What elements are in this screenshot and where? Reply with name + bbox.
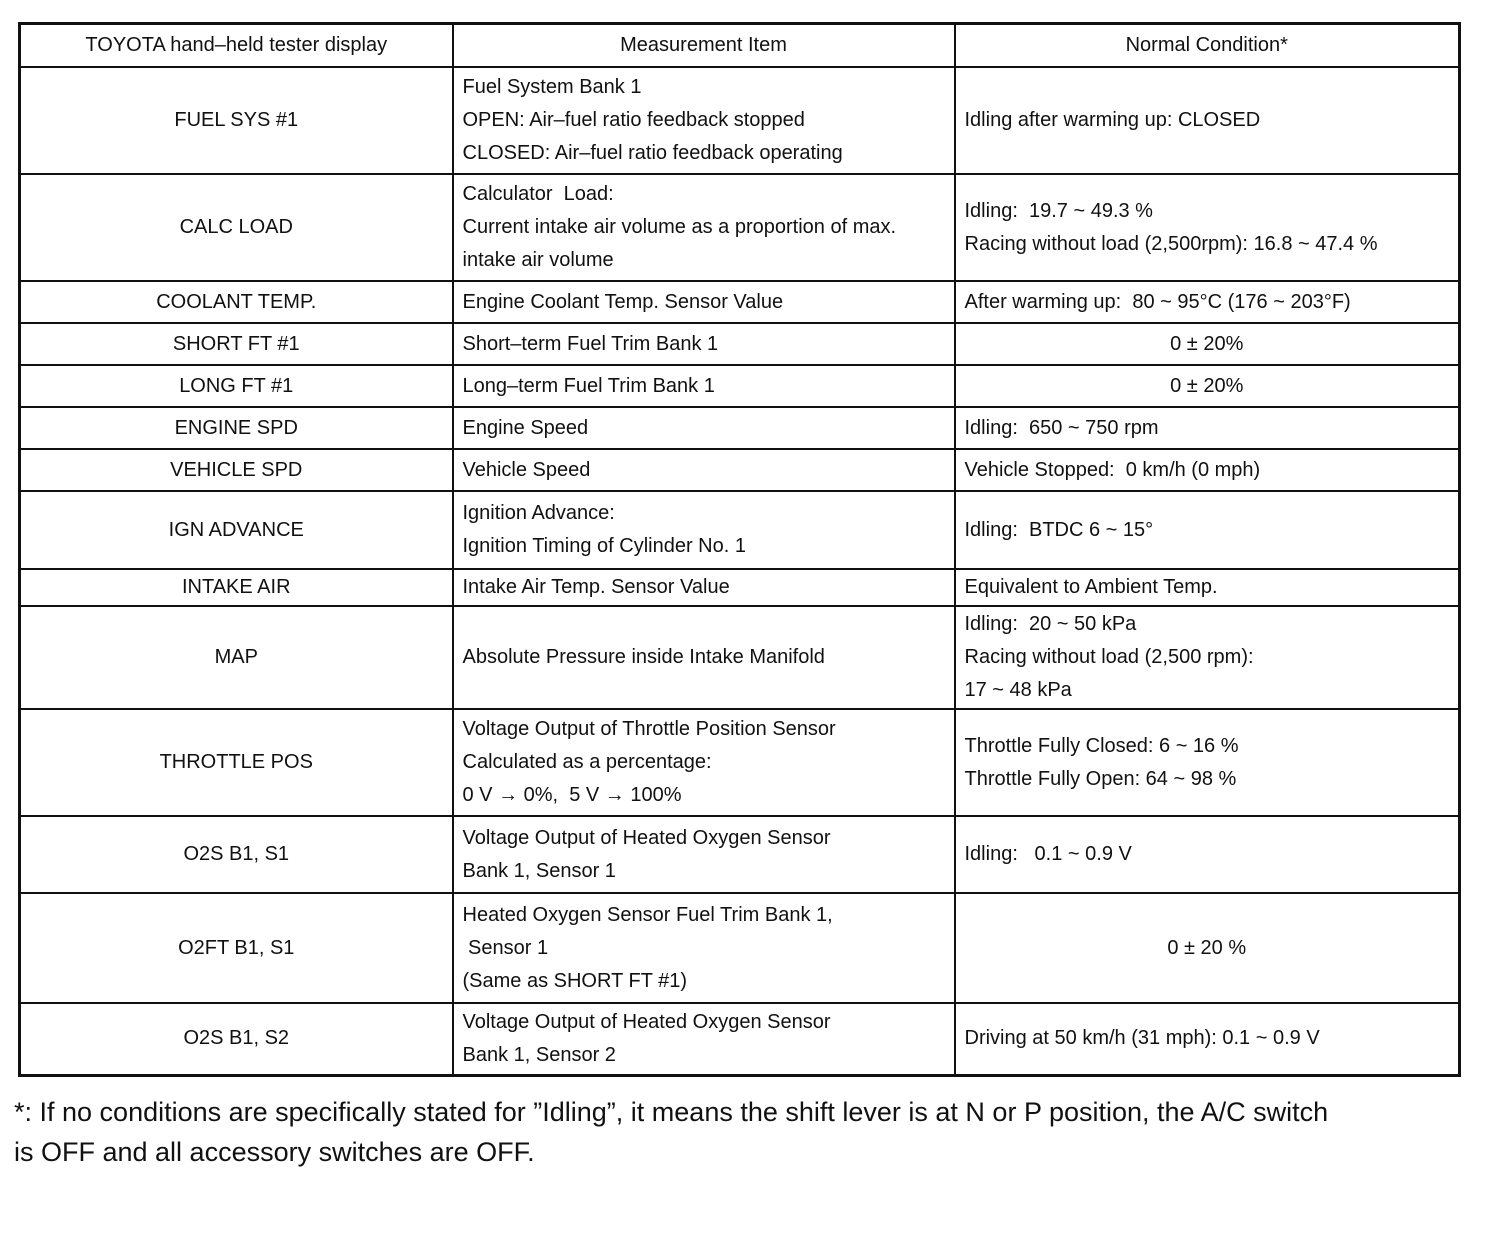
measurement-item-line: Ignition Timing of Cylinder No. 1 — [462, 535, 746, 557]
normal-condition-cell — [955, 67, 1460, 174]
normal-condition-cell — [955, 407, 1460, 449]
tester-display-cell: SHORT FT #1 — [20, 323, 453, 365]
measurement-item-line: (Same as SHORT FT #1) — [462, 969, 688, 992]
table-row — [20, 569, 1460, 606]
measurement-item-line: intake air volume — [462, 249, 614, 271]
table-row — [20, 281, 1460, 323]
normal-condition-line: 17 ~ 48 kPa — [964, 679, 1072, 701]
measurement-item-line: Intake Air Temp. Sensor Value — [462, 576, 730, 598]
measurement-item-cell — [453, 67, 955, 174]
normal-condition-line: Idling: 0.1 ~ 0.9 V — [964, 843, 1132, 865]
normal-condition-cell — [955, 816, 1460, 893]
normal-condition-line: Throttle Fully Open: 64 ~ 98 % — [964, 767, 1237, 790]
table-row — [20, 174, 1460, 281]
table-row — [20, 323, 1460, 365]
normal-condition-cell — [955, 449, 1460, 491]
measurement-item-cell — [453, 606, 955, 709]
tester-display-cell: IGN ADVANCE — [20, 491, 453, 569]
table-row — [20, 365, 1460, 407]
measurement-item-line: CLOSED: Air–fuel ratio feedback operating — [462, 142, 843, 164]
tester-display-cell: O2S B1, S2 — [20, 1003, 453, 1075]
measurement-item-cell — [453, 281, 955, 323]
header-tester-display: TOYOTA hand–held tester display — [20, 24, 453, 68]
normal-condition-cell — [955, 709, 1460, 816]
normal-condition-cell — [955, 174, 1460, 281]
measurement-item-line: Engine Speed — [462, 416, 589, 439]
footnote-line-2: is OFF and all accessory switches are OFF. — [14, 1137, 535, 1167]
diagnostic-data-table — [18, 22, 1461, 1077]
measurement-item-line: Voltage Output of Heated Oxygen Sensor — [462, 826, 831, 849]
measurement-item-line: Short–term Fuel Trim Bank 1 — [462, 332, 719, 355]
measurement-item-cell — [453, 407, 955, 449]
table-row — [20, 491, 1460, 569]
tester-display-cell: INTAKE AIR — [20, 569, 453, 606]
tester-display-cell: FUEL SYS #1 — [20, 67, 453, 174]
normal-condition-line: Equivalent to Ambient Temp. — [964, 576, 1218, 598]
table-row — [20, 893, 1460, 1003]
normal-condition-cell — [955, 606, 1460, 709]
normal-condition-line: Racing without load (2,500 rpm): — [964, 646, 1254, 668]
footnote-line-1: *: If no conditions are specifically stated for ”Idling”, it means the shift lever is at N or P position, the A/C switch — [14, 1097, 1329, 1127]
normal-condition-line: 0 ± 20% — [1170, 332, 1244, 355]
measurement-item-line: Ignition Advance: — [462, 502, 615, 524]
tester-display-cell: LONG FT #1 — [20, 365, 453, 407]
normal-condition-line: 0 ± 20 % — [1167, 936, 1247, 959]
measurement-item-line: Fuel System Bank 1 — [462, 76, 642, 98]
measurement-item-line: Bank 1, Sensor 1 — [462, 859, 616, 882]
tester-display-cell: CALC LOAD — [20, 174, 453, 281]
measurement-item-cell — [453, 816, 955, 893]
measurement-item-cell — [453, 491, 955, 569]
table-row — [20, 1003, 1460, 1075]
measurement-item-line: Heated Oxygen Sensor Fuel Trim Bank 1, — [462, 903, 833, 926]
normal-condition-cell — [955, 1003, 1460, 1075]
tester-display-cell: ENGINE SPD — [20, 407, 453, 449]
normal-condition-cell — [955, 491, 1460, 569]
footnote — [14, 1092, 1494, 1172]
measurement-item-cell — [453, 174, 955, 281]
tester-display-cell: O2S B1, S1 — [20, 816, 453, 893]
table-row — [20, 606, 1460, 709]
table-body — [20, 67, 1460, 1075]
measurement-item-line: Long–term Fuel Trim Bank 1 — [462, 374, 715, 397]
table-row — [20, 816, 1460, 893]
measurement-item-line: Calculated as a percentage: — [462, 751, 712, 773]
table-row — [20, 449, 1460, 491]
measurement-item-line: Engine Coolant Temp. Sensor Value — [462, 290, 784, 313]
measurement-item-cell — [453, 323, 955, 365]
normal-condition-cell — [955, 365, 1460, 407]
measurement-item-cell — [453, 1003, 955, 1075]
measurement-item-cell — [453, 365, 955, 407]
tester-display-cell: COOLANT TEMP. — [20, 281, 453, 323]
tester-display-cell: MAP — [20, 606, 453, 709]
normal-condition-line: Throttle Fully Closed: 6 ~ 16 % — [964, 734, 1239, 757]
table-row — [20, 407, 1460, 449]
measurement-item-line: Calculator Load: — [462, 183, 614, 205]
measurement-item-cell — [453, 449, 955, 491]
measurement-item-line: Current intake air volume as a proportion of max. — [462, 216, 897, 238]
tester-display-cell: VEHICLE SPD — [20, 449, 453, 491]
measurement-item-cell — [453, 709, 955, 816]
measurement-item-cell — [453, 569, 955, 606]
measurement-item-cell — [453, 893, 955, 1003]
table-row — [20, 709, 1460, 816]
normal-condition-line: After warming up: 80 ~ 95°C (176 ~ 203°F) — [964, 290, 1351, 313]
normal-condition-cell — [955, 323, 1460, 365]
normal-condition-line: Vehicle Stopped: 0 km/h (0 mph) — [964, 458, 1261, 481]
normal-condition-line: Idling after warming up: CLOSED — [964, 109, 1261, 131]
table-row — [20, 67, 1460, 174]
measurement-item-line: Voltage Output of Throttle Position Sensor — [462, 718, 836, 740]
normal-condition-line: 0 ± 20% — [1170, 374, 1244, 397]
normal-condition-line: Driving at 50 km/h (31 mph): 0.1 ~ 0.9 V — [964, 1027, 1320, 1050]
normal-condition-line: Idling: 20 ~ 50 kPa — [964, 613, 1137, 635]
normal-condition-cell — [955, 893, 1460, 1003]
normal-condition-cell — [955, 281, 1460, 323]
measurement-item-line: 0 V → 0%, 5 V → 100% — [462, 784, 682, 806]
measurement-item-line: Sensor 1 — [462, 936, 549, 959]
normal-condition-line: Racing without load (2,500rpm): 16.8 ~ 47.4 % — [964, 232, 1378, 255]
header-measurement-item: Measurement Item — [453, 24, 955, 68]
measurement-item-line: OPEN: Air–fuel ratio feedback stopped — [462, 109, 805, 131]
table-header-row — [20, 24, 1460, 68]
measurement-item-line: Vehicle Speed — [462, 458, 591, 481]
header-normal-condition: Normal Condition* — [955, 24, 1460, 68]
normal-condition-cell — [955, 569, 1460, 606]
normal-condition-line: Idling: 19.7 ~ 49.3 % — [964, 199, 1153, 222]
tester-display-cell: O2FT B1, S1 — [20, 893, 453, 1003]
measurement-item-line: Bank 1, Sensor 2 — [462, 1043, 616, 1066]
measurement-item-line: Voltage Output of Heated Oxygen Sensor — [462, 1010, 831, 1033]
normal-condition-line: Idling: 650 ~ 750 rpm — [964, 416, 1159, 439]
measurement-item-line: Absolute Pressure inside Intake Manifold — [462, 646, 825, 668]
normal-condition-line: Idling: BTDC 6 ~ 15° — [964, 518, 1154, 541]
tester-display-cell: THROTTLE POS — [20, 709, 453, 816]
